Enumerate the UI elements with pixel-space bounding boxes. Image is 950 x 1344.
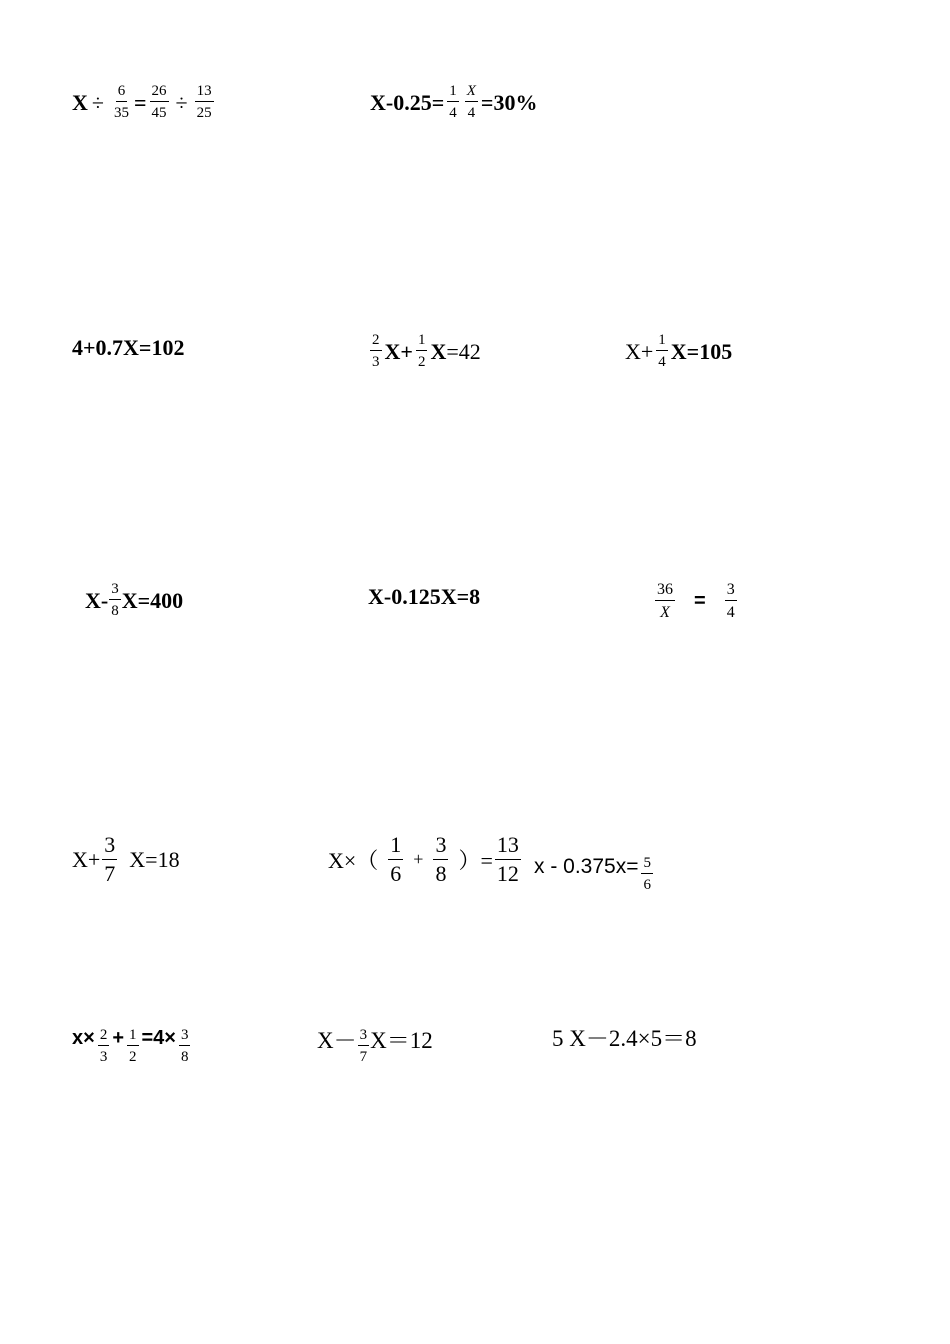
equation-2: [370, 84, 537, 121]
eq9-fraction-1-denominator: 7: [104, 861, 116, 886]
eq4-mid: X+: [384, 338, 413, 364]
eq11-fraction-1: [641, 856, 653, 893]
eq3-text: 4+0.7X=102: [72, 335, 185, 360]
eq1-fraction-3: [195, 84, 214, 121]
eq12-fraction-3: [179, 1028, 191, 1065]
eq8-fraction-1-denominator: X: [660, 604, 670, 621]
eq10-fraction-2-denominator: 8: [435, 861, 447, 886]
eq10-fraction-3-numerator: 13: [495, 834, 521, 860]
eq1-fraction-1-denominator: 35: [113, 105, 129, 121]
eq8-fraction-1-numerator: 36: [655, 582, 675, 601]
equation-13: [317, 1020, 433, 1065]
equation-4: [370, 333, 481, 370]
eq10-fraction-3-denominator: 12: [496, 861, 519, 886]
eq4-fraction-2-denominator: 2: [417, 354, 426, 370]
eq4-fraction-1-denominator: 3: [372, 354, 380, 370]
eq2-fraction-2-denominator: 4: [467, 105, 476, 121]
eq2-fraction-2-numerator: X: [465, 84, 478, 102]
eq6-fraction-1-denominator: 8: [111, 603, 119, 619]
eq6-fraction-1: [109, 582, 121, 619]
eq8-fraction-2: [725, 582, 737, 621]
eq11-fraction-1-numerator: 5: [641, 856, 653, 874]
eq4-fraction-1: [370, 333, 382, 370]
eq12-fraction-2-denominator: 2: [129, 1049, 137, 1065]
eq9-fraction-1: [102, 834, 117, 885]
eq1-fraction-1-numerator: 6: [116, 84, 128, 102]
eq8-equals: =: [694, 590, 706, 612]
equation-10: [328, 834, 523, 885]
eq5-fraction-1-numerator: 1: [656, 333, 668, 351]
equation-9: [72, 834, 180, 885]
eq1-fraction-3-denominator: 25: [196, 105, 212, 121]
eq10-fraction-1: [388, 834, 403, 885]
eq9-rhs: X=18: [129, 846, 180, 872]
eq10-fraction-2: [433, 834, 448, 885]
eq10-plus: +: [413, 849, 424, 869]
eq14-text: 5 X－2.4×5＝8: [552, 1026, 697, 1051]
eq12-lhs: x×: [72, 1027, 95, 1049]
eq2-fraction-1-denominator: 4: [449, 105, 457, 121]
eq2-fraction-1: [447, 84, 459, 121]
eq12-fraction-2-numerator: 1: [127, 1028, 139, 1046]
eq5-rhs: X=105: [670, 338, 733, 364]
eq11-lhs: x - 0.375x=: [534, 854, 639, 878]
eq2-fraction-2: [465, 84, 478, 121]
eq5-fraction-1-denominator: 4: [658, 354, 666, 370]
equation-8: [652, 582, 740, 621]
eq6-lhs: X-: [85, 587, 109, 613]
eq12-fraction-2: [127, 1028, 139, 1065]
eq10-mid: ）=: [458, 848, 493, 873]
eq4-fraction-1-numerator: 2: [370, 333, 382, 351]
eq1-divide-2: ÷: [175, 89, 188, 115]
eq1-divide: ÷: [91, 89, 104, 115]
eq12-plus: +: [112, 1027, 124, 1049]
eq10-fraction-1-denominator: 6: [390, 861, 402, 886]
eq1-fraction-3-numerator: 13: [195, 84, 214, 102]
equation-12: [72, 1020, 193, 1065]
eq10-fraction-2-numerator: 3: [433, 834, 448, 860]
eq12-fraction-1-numerator: 2: [98, 1028, 110, 1046]
eq4-x: X: [430, 338, 447, 364]
eq10-lhs: X×（: [328, 848, 379, 873]
equation-7: [368, 584, 480, 610]
equation-11: [534, 848, 656, 893]
eq1-equals: =: [133, 89, 147, 115]
eq13-fraction-1-denominator: 7: [359, 1049, 368, 1065]
eq9-fraction-1-numerator: 3: [102, 834, 117, 860]
eq1-fraction-2: [150, 84, 169, 121]
eq10-fraction-1-numerator: 1: [388, 834, 403, 860]
eq7-text: X-0.125X=8: [368, 584, 481, 609]
eq2-lhs: X-0.25=: [370, 89, 445, 115]
eq12-fraction-1-denominator: 3: [99, 1049, 108, 1065]
eq4-fraction-2-numerator: 1: [416, 333, 428, 351]
eq2-rhs: =30%: [480, 89, 538, 115]
eq8-fraction-2-denominator: 4: [726, 604, 735, 621]
eq9-lhs: X+: [72, 846, 101, 872]
eq13-fraction-1: [358, 1028, 370, 1065]
eq11-fraction-1-denominator: 6: [643, 877, 651, 893]
eq1-fraction-1: [112, 84, 131, 121]
equation-5: [625, 333, 732, 370]
eq13-fraction-1-numerator: 3: [358, 1028, 370, 1046]
equation-1: [72, 84, 217, 121]
eq6-rhs: X=400: [121, 587, 184, 613]
eq13-lhs: X－: [317, 1028, 357, 1053]
eq1-fraction-2-numerator: 26: [150, 84, 169, 102]
eq1-x: X: [72, 89, 88, 115]
eq8-fraction-2-numerator: 3: [725, 582, 737, 601]
eq12-fraction-3-denominator: 8: [180, 1049, 189, 1065]
eq2-fraction-1-numerator: 1: [447, 84, 459, 102]
equation-3: [72, 335, 184, 361]
eq12-mid: =4×: [141, 1027, 176, 1049]
eq5-fraction-1: [656, 333, 668, 370]
equation-14: [552, 1020, 697, 1053]
eq5-lhs: X+: [625, 338, 654, 364]
eq6-fraction-1-numerator: 3: [109, 582, 121, 600]
eq8-fraction-1: [655, 582, 675, 621]
eq4-rhs: =42: [446, 338, 481, 364]
eq12-fraction-3-numerator: 3: [179, 1028, 191, 1046]
eq1-fraction-2-denominator: 45: [151, 105, 167, 121]
eq12-fraction-1: [98, 1028, 110, 1065]
eq10-fraction-3: [495, 834, 521, 885]
eq4-fraction-2: [416, 333, 428, 370]
equation-6: [85, 582, 183, 619]
eq13-rhs: X＝12: [370, 1028, 433, 1053]
